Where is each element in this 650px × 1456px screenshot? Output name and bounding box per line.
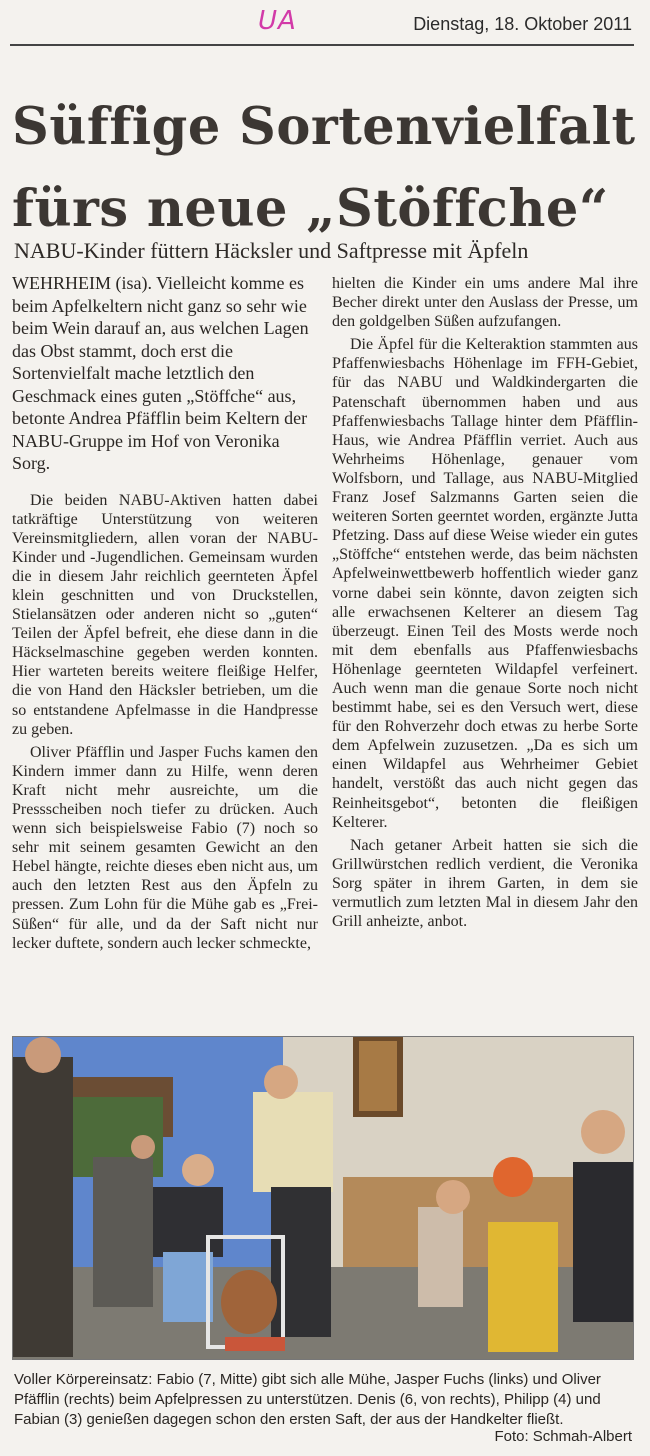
body-paragraph: Die beiden NABU-Aktiven hatten dabei tatkräftige Unterstützung von weiteren Vereinsmitgliedern, allen voran der NABU-Kinder und -Jugendlichen. Gemeinsam wurden die in diesem Jahr reichlich geernteten Äpfel klein geschnitten und von Druckstellen, Stielansätzen oder anderen nicht so „guten“ Teilen der Äpfel befreit, ehe diese dann in die Häckselmaschine gegeben werden konnten. Hier warteten bereits weitere fleißige Helfer, die von Hand den Häcksler betrieben, um die so entstandene Apfelmasse in die Handpresse zu geben. bbox=[12, 491, 318, 738]
article-headline bbox=[12, 86, 642, 250]
photo-credit: Foto: Schmah-Albert bbox=[494, 1428, 632, 1445]
photo-illustration bbox=[13, 1037, 633, 1359]
article-photo bbox=[12, 1036, 634, 1360]
header-rule bbox=[10, 44, 634, 46]
body-paragraph: hielten die Kinder ein ums andere Mal ihre Becher direkt unter den Auslass der Presse, um den goldgelben Süßen aufzufangen. bbox=[332, 275, 638, 331]
photo-caption: Voller Körpereinsatz: Fabio (7, Mitte) gibt sich alle Mühe, Jasper Fuchs (links) und Oliver Pfäfflin (rechts) beim Apfelpressen zu unterstützen. Denis (6, von rechts), Philipp (4) und Fabian (3) genießen dagegen schon den ersten Saft, der aus der Handkelter fließt. bbox=[14, 1371, 601, 1428]
body-paragraph: Die Äpfel für die Kelteraktion stammten aus Pfaffenwiesbachs Höhenlage im FFH-Gebiet, für das NABU und Waldkindergarten die Patenschaft übernommen haben und aus Pfaffenwiesbachs Tallage hinter dem Pfäfflin-Haus, wie Andrea Pfäfflin verriet. Auch aus Wehrheims Höhenlage, genauer vom Wolfsborn, und Tallage, aus NABU-Mitglied Franz Josef Salzmanns Garten seien die weiteren Sorten geerntet worden, ergänzte Jutta Pfetzing. Dass auf diese Weise wieder ein gutes „Stöffche“ entstehen werde, das beim nächsten Apfelweinwettbewerb hoffentlich wieder ganz vorne dabei sein könnte, davon zeigten sich alle erwachsenen Kelterer an diesem Tag überzeugt. Einen Teil des Mosts werde noch mit dem ebenfalls aus Pfaffenwiesbachs Höhenlage geernteten Wildapfel verfeinert. Auch wenn man die genaue Sorte noch nicht bestimmt habe, sei es den Versuch wert, diese für den Rohverzehr doch etwas zu herbe Sorte dem Apfelwein zuzusetzen. „Da es sich um einen Wildapfel aus Wehrheimer Gebiet handelt, verstößt das auch nicht gegen das Reinheitsgebot“, betonten die fleißigen Kelterer. bbox=[332, 336, 638, 831]
headline-line-2: fürs neue „Stöffche“ bbox=[12, 179, 609, 239]
headline-line-1: Süffige Sortenvielfalt bbox=[12, 97, 636, 157]
lead-paragraph: WEHRHEIM (isa). Vielleicht komme es beim Apfelkeltern nicht ganz so sehr wie beim Wein darauf an, aus welchen Lagen das Obst stammt, doch erst die Sortenvielfalt mache letztlich den Geschmack eines guten „Stöffche“ aus, betonte Andrea Pfäfflin beim Keltern der NABU-Gruppe im Hof von Veronika Sorg. bbox=[12, 273, 309, 473]
article-subtitle: NABU-Kinder füttern Häcksler und Saftpresse mit Äpfeln bbox=[14, 238, 529, 263]
body-paragraph: Oliver Pfäfflin und Jasper Fuchs kamen den Kindern immer dann zu Hilfe, wenn deren Kraft nicht mehr ausreichte, um die Pressscheiben noch tiefer zu drücken. Auch wenn sich beispielsweise Fabio (7) noch so sehr mit seinem gesamten Gewicht an den Hebel hängte, reichte dieses eben nicht aus, um auch den letzten Rest aus den Äpfeln zu pressen. Zum Lohn für die Mühe gab es „Frei-Süßen“ für alle, und da der Saft nicht nur lecker duftete, sondern auch lecker schmeckte, bbox=[12, 743, 318, 952]
body-paragraph: Nach getaner Arbeit hatten sie sich die Grillwürstchen redlich verdient, die Veronika Sorg später in ihrem Garten, in dem sie vermutlich zum letzten Mal in diesem Jahr den Grill anheizte, anbot. bbox=[332, 836, 638, 931]
article-column-right bbox=[332, 274, 638, 935]
publication-date: Dienstag, 18. Oktober 2011 bbox=[413, 14, 632, 34]
article-column-left bbox=[12, 272, 318, 957]
handwritten-stamp: UA bbox=[258, 6, 297, 36]
